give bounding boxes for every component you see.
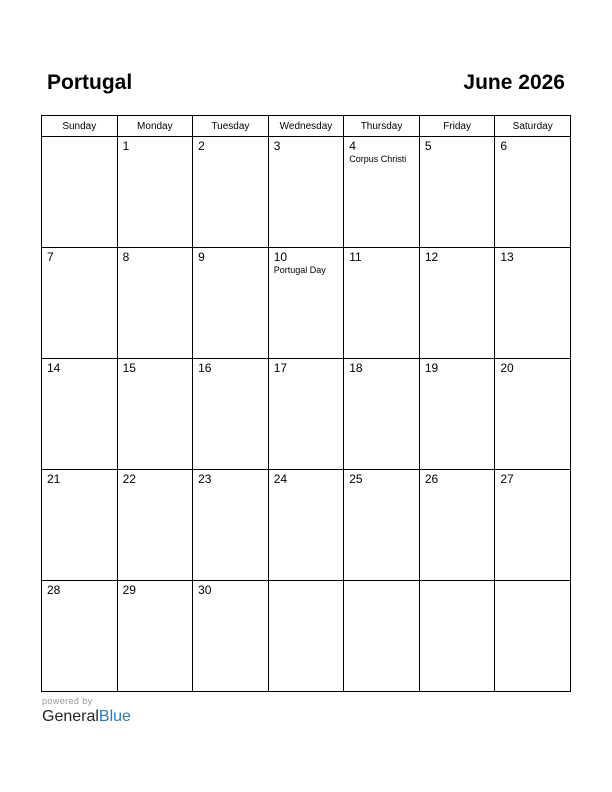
day-cell xyxy=(42,470,118,581)
footer xyxy=(42,696,131,726)
day-number: 6 xyxy=(500,139,508,153)
day-cell xyxy=(193,359,269,470)
day-cell xyxy=(193,581,269,692)
day-number: 10 xyxy=(273,250,288,264)
day-cell xyxy=(419,470,495,581)
day-cell xyxy=(117,581,193,692)
day-cell xyxy=(419,581,495,692)
day-cell xyxy=(268,359,344,470)
day-number: 4 xyxy=(349,139,356,153)
day-number: 24 xyxy=(273,472,288,486)
day-number xyxy=(42,137,117,140)
day-cell xyxy=(42,359,118,470)
day-number: 17 xyxy=(273,361,288,375)
powered-by-label: powered by xyxy=(42,696,93,706)
day-number: 9 xyxy=(198,250,205,264)
day-number: 7 xyxy=(47,250,54,264)
day-cell xyxy=(344,359,420,470)
day-cell xyxy=(495,470,571,581)
holiday-label: Portugal Day xyxy=(273,265,326,275)
day-number: 18 xyxy=(349,361,363,375)
day-cell xyxy=(268,470,344,581)
day-number: 5 xyxy=(424,139,432,153)
weekday-header: Saturday xyxy=(495,116,571,137)
brand-blue: Blue xyxy=(98,708,131,725)
day-number: 1 xyxy=(122,139,130,153)
day-number: 8 xyxy=(122,250,130,264)
country-title: Portugal xyxy=(47,71,133,94)
weekday-header: Sunday xyxy=(42,116,118,137)
day-cell xyxy=(117,470,193,581)
day-cell xyxy=(117,248,193,359)
day-cell xyxy=(42,248,118,359)
day-number: 3 xyxy=(273,139,281,153)
day-number: 28 xyxy=(47,583,61,597)
week-row xyxy=(42,359,571,470)
week-row xyxy=(42,137,571,248)
day-number: 30 xyxy=(198,583,212,597)
day-number: 15 xyxy=(122,361,136,375)
day-cell xyxy=(419,137,495,248)
day-cell xyxy=(419,359,495,470)
day-number: 21 xyxy=(47,472,61,486)
day-number: 20 xyxy=(500,361,514,375)
weekday-header: Thursday xyxy=(344,116,420,137)
day-cell xyxy=(117,359,193,470)
calendar-grid xyxy=(41,115,571,692)
day-cell xyxy=(42,137,118,248)
weekday-header-row xyxy=(42,116,571,137)
brand-general: General xyxy=(42,708,99,725)
day-number: 14 xyxy=(47,361,61,375)
day-cell xyxy=(42,581,118,692)
day-number: 11 xyxy=(349,250,362,264)
day-cell xyxy=(344,137,420,248)
day-cell xyxy=(193,137,269,248)
day-cell xyxy=(495,581,571,692)
weekday-header: Tuesday xyxy=(193,116,269,137)
weekday-header: Monday xyxy=(117,116,193,137)
day-number: 16 xyxy=(198,361,212,375)
week-row xyxy=(42,248,571,359)
day-cell xyxy=(193,248,269,359)
day-number: 25 xyxy=(349,472,363,486)
day-number: 23 xyxy=(198,472,212,486)
month-title: June 2026 xyxy=(463,71,565,94)
day-cell xyxy=(419,248,495,359)
day-cell xyxy=(268,581,344,692)
week-row xyxy=(42,470,571,581)
day-number: 27 xyxy=(500,472,514,486)
day-number: 12 xyxy=(424,250,439,264)
weekday-header: Friday xyxy=(419,116,495,137)
day-cell xyxy=(268,137,344,248)
day-cell xyxy=(495,248,571,359)
day-cell xyxy=(344,470,420,581)
day-number: 22 xyxy=(122,472,136,486)
week-row xyxy=(42,581,571,692)
day-cell xyxy=(344,581,420,692)
day-number: 13 xyxy=(500,250,514,264)
day-number: 19 xyxy=(424,361,439,375)
day-number: 29 xyxy=(122,583,136,597)
day-cell xyxy=(268,248,344,359)
day-number: 26 xyxy=(424,472,439,486)
day-cell xyxy=(193,470,269,581)
day-number: 2 xyxy=(198,139,205,153)
generalblue-logo[interactable] xyxy=(42,708,131,726)
weekday-header: Wednesday xyxy=(268,116,344,137)
holiday-label: Corpus Christi xyxy=(349,154,407,164)
day-cell xyxy=(495,137,571,248)
day-cell xyxy=(117,137,193,248)
day-cell xyxy=(344,248,420,359)
day-cell xyxy=(495,359,571,470)
